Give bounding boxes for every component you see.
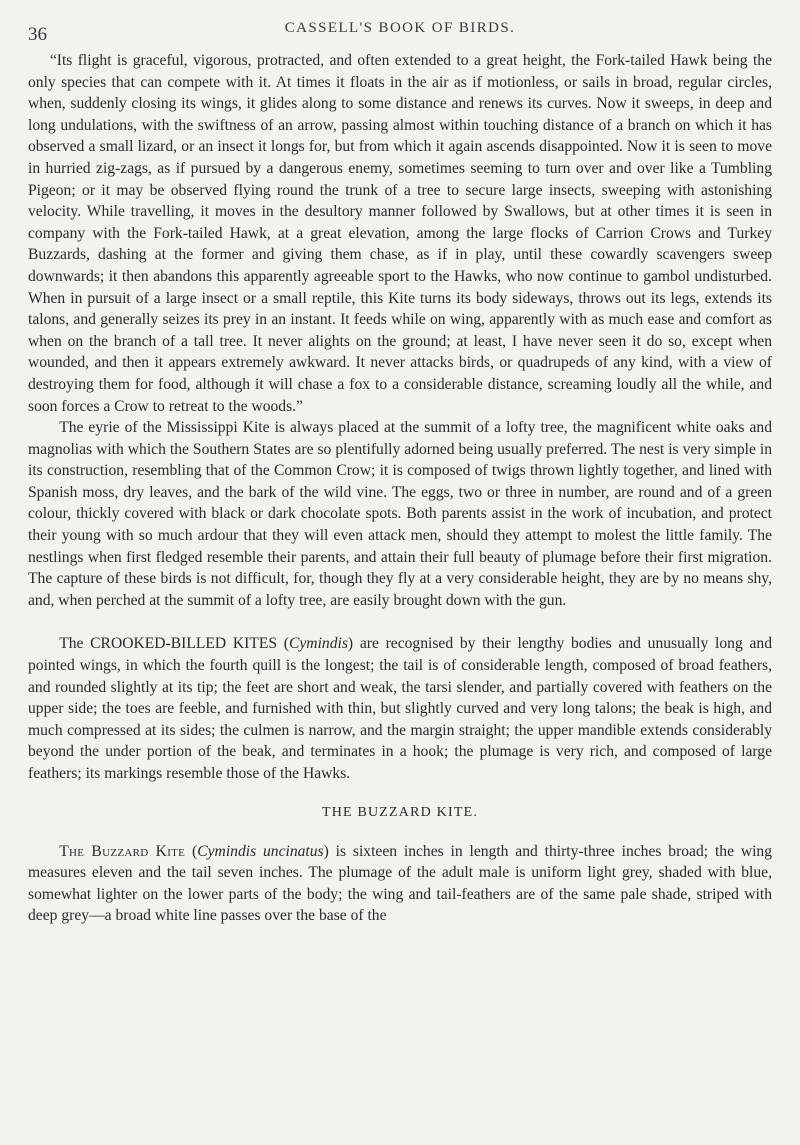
eyrie-paragraph: The eyrie of the Mississippi Kite is always placed at the summit of a lofty tree, the magnificent white oaks and magnolias with which the Southern States are so plentifully adorned being usually preferred. The nest is very simple in its construction, resembling that of the Common Crow; it is composed of twigs thrown lightly together, and lined with Spanish moss, dry leaves, and the bark of the wild vine. The eggs, two or three in number, are round and of a green colour, thickly covered with black or dark chocolate spots. Both parents assist in the work of incubation, and protect their young with so much ardour that they will even attack men, should they attempt to molest the little family. The nestlings when first fledged resemble their parents, and attain their full beauty of plumage before their first migration. The capture of these birds is not difficult, for, though they fly at a very considerable height, they are by no means shy, and, when perched at the summit of a lofty tree, are easily brought down with the gun. (28, 419, 772, 609)
section-heading: THE BUZZARD KITE. (321, 804, 479, 820)
running-head: CASSELL'S BOOK OF BIRDS. (284, 20, 516, 36)
page-header (28, 14, 772, 50)
crooked-genus: Cymindis (288, 635, 348, 653)
heading-gap (28, 785, 772, 803)
crooked-billed-kites-paragraph (28, 633, 772, 784)
buzzard-kite-paragraph (28, 841, 772, 927)
buzzard-paren: ( (185, 842, 198, 860)
quote-paragraph: “Its flight is graceful, vigorous, protracted, and often extended to a great height, the Fork-tailed Hawk being the only species that can compete with it. At times it floats in the air as if motionless, or sails in broad, regular circles, when, suddenly closing its wings, it glides along to some distance and renews its curves. Now it sweeps, in deep and long undulations, with the swiftness of an arrow, passing almost within touching distance of a branch on which it has observed a small lizard, or an insect it longs for, but from which it again ascends disappointed. Now it is seen to move in hurried zig-zags, as if pursued by a dangerous enemy, sometimes seeming to turn over and over like a Tumbling Pigeon; or it may be observed flying round the trunk of a tree to secure large insects, sweeping with astonishing velocity. While travelling, it moves in the desultory manner followed by Swallows, but at other times it is seen in company with the Fork-tailed Hawk, at a great elevation, among the large flocks of Carrion Crows and Turkey Buzzards, dashing at the former and giving them chase, as if in play, until these cowardly scavengers sweep downwards; it then abandons this apparently agreeable sport to the Hawks, who now continue to gambol undisturbed. When in pursuit of a large insect or a small reptile, this Kite turns its body sideways, throws out its legs, extends its talons, and generally seizes its prey in an instant. It feeds while on wing, apparently with as much ease and comfort as when on the branch of a tall tree. It never alights on the ground; at least, I have never seen it do so, except when wounded, and then it appears extremely awkward. It never attacks birds, or quadrupeds of any kind, with a view of destroying them for food, although it will chase a fox to a considerable distance, screaming loudly all the while, and soon forces a Crow to retreat to the woods.” (28, 52, 772, 415)
page-number: 36 (28, 24, 47, 45)
crooked-rest: ) are recognised by their lengthy bodies and unusually long and pointed wings, in which the fourth quill is the longest; the tail is of considerable length, composed of broad feathers, and rounded slightly at its tip; the feet are short and weak, the tarsi slender, and partially covered with feathers on the upper side; the toes are feeble, and furnished with thin, but slightly curved and very long talons; the beak is high, and much compressed at its sides; the culmen is narrow, and the margin straight; the upper mandible extends considerably beyond the under portion of the beak, and terminates in a hook; the plumage is very rich, and composed of large feathers; its markings resemble those of the Hawks. (28, 635, 772, 782)
buzzard-lead: The Buzzard Kite (59, 842, 186, 860)
paragraph-gap (28, 611, 772, 633)
heading-gap-after (28, 823, 772, 841)
buzzard-species: Cymindis uncinatus (197, 842, 324, 860)
crooked-lead: The CROOKED-BILLED KITES ( (59, 635, 289, 653)
buzzard-rest: ) is sixteen inches in length and thirty-three inches broad; the wing measures eleven and the tail seven inches. The plumage of the adult male is uniform light grey, shaded with blue, somewhat lighter on the lower parts of the body; the wing and tail-feathers are of the same pale shade, striped with deep grey—a broad white line passes over the base of the (28, 842, 773, 925)
